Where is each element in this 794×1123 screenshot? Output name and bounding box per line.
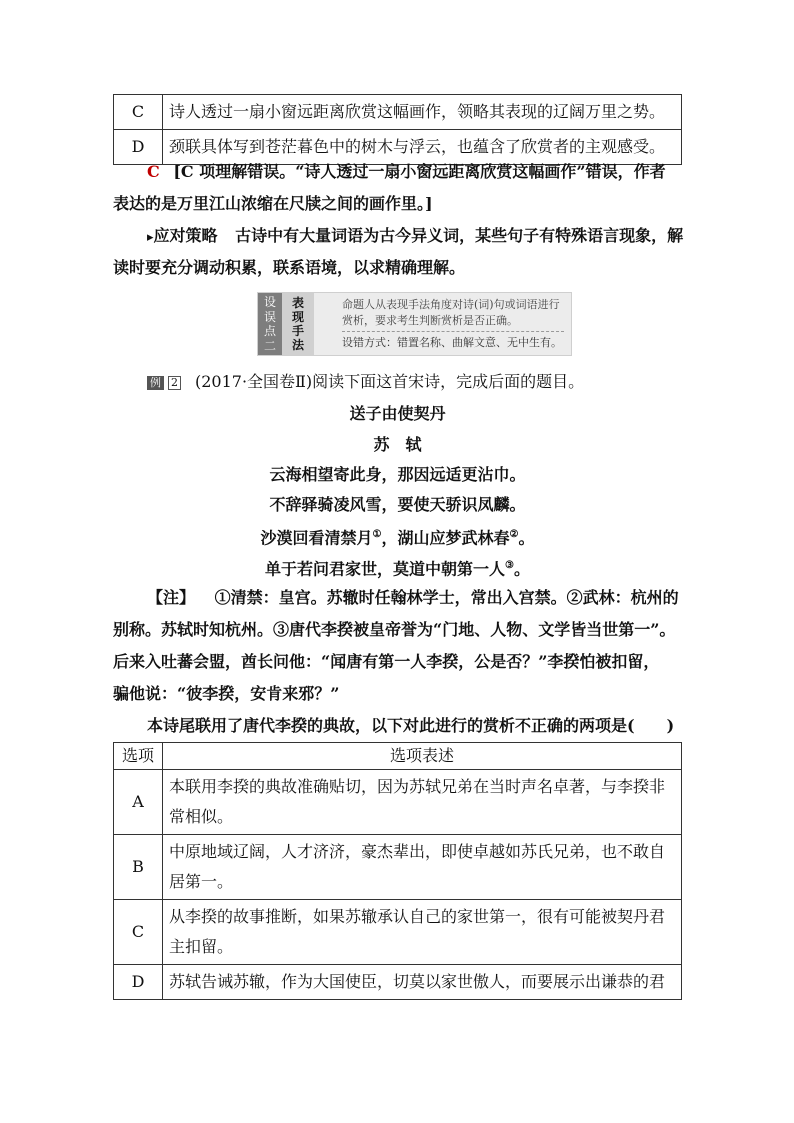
footnote-mark: ③ xyxy=(505,560,514,571)
poem-line-1: 云海相望寄此身，那因远适更沾巾。 xyxy=(269,465,526,484)
strategy-label: 应对策略 xyxy=(153,226,218,245)
answer-letter: C xyxy=(147,162,160,181)
option-label: A xyxy=(114,770,163,835)
banner-title xyxy=(282,293,314,355)
option-text xyxy=(163,770,682,835)
example-header xyxy=(147,370,584,394)
poem-line-3 xyxy=(113,523,682,550)
option-line: 中原地域辽阔，人才济济，豪杰辈出，即使卓越如苏氏兄弟，也不敢自 xyxy=(169,842,666,861)
header-desc: 选项表述 xyxy=(163,743,682,770)
answer-explanation xyxy=(147,160,666,184)
question-text: 本诗尾联用了唐代李揆的典故，以下对此进行的赏析不正确的两项是( ) xyxy=(147,716,675,735)
option-line: 本联用李揆的典故准确贴切，因为苏轼兄弟在当时声名卓著，与李揆非 xyxy=(169,777,666,796)
error-point-banner xyxy=(257,292,572,356)
poem-line-3b: ，湖山应梦武林春 xyxy=(381,528,510,548)
note-label: 【注】 xyxy=(147,588,196,607)
poem-line-4: 单于若问君家世，莫道中朝第一人③。 xyxy=(265,559,530,579)
answer-line-2: 表达的是万里江山浓缩在尺牍之间的画作里。] xyxy=(113,194,433,213)
poem-line-3a: 沙漠回看清禁月 xyxy=(260,528,373,548)
example-text: (2017·全国卷Ⅱ)阅读下面这首宋诗，完成后面的题目。 xyxy=(195,372,585,391)
note-line-3: 后来入吐蕃会盟，酋长问他：“闻唐有第一人李揆，公是否？”李揆怕被扣留， xyxy=(113,652,660,671)
option-label: D xyxy=(114,130,163,165)
table-row xyxy=(114,95,682,130)
note-line-1 xyxy=(147,586,679,610)
option-text xyxy=(163,900,682,965)
poem-title: 送子由使契丹 xyxy=(349,404,446,423)
table-row xyxy=(114,965,682,1000)
note-line-4: 骗他说：“彼李揆，安肯来邪？” xyxy=(113,684,340,703)
option-text xyxy=(163,965,682,1000)
table-row xyxy=(114,770,682,835)
option-text xyxy=(163,835,682,900)
option-text: 诗人透过一扇小窗远距离欣赏这幅画作，领略其表现的辽阔万里之势。 xyxy=(163,95,682,130)
table-row xyxy=(114,835,682,900)
footnote-mark: ① xyxy=(372,529,382,540)
banner-divider xyxy=(342,331,564,332)
banner-side-text: 设误点二 xyxy=(264,295,277,353)
option-line: 居第一。 xyxy=(169,872,234,891)
strategy-paragraph xyxy=(147,224,683,250)
option-line: 苏轼告诫苏辙，作为大国使臣，切莫以家世傲人，而要展示出谦恭的君 xyxy=(169,972,666,991)
banner-side-label xyxy=(258,293,282,355)
poem-line-2: 不辞驿骑凌风雪，要使天骄识凤麟。 xyxy=(269,495,526,514)
options-table xyxy=(113,742,682,1000)
arrow-icon: ▸ xyxy=(147,230,154,245)
header-label: 选项 xyxy=(114,743,163,770)
strategy-line-2: 读时要充分调动积累，联系语境，以求精确理解。 xyxy=(113,258,466,277)
note-line-2: 别称。苏轼时知杭州。③唐代李揆被皇帝誉为“门地、人物、文学皆当世第一”。 xyxy=(113,620,676,639)
option-label: C xyxy=(114,900,163,965)
banner-desc-2: 赏析，要求考生判断赏析是否正确。 xyxy=(342,314,518,327)
poem-author: 苏 轼 xyxy=(373,435,422,454)
table-header-row xyxy=(114,743,682,770)
example-number: 2 xyxy=(168,376,181,390)
option-line: 从李揆的故事推断，如果苏辙承认自己的家世第一，很有可能被契丹君 xyxy=(169,907,666,926)
banner-desc-1: 命题人从表现手法角度对诗(词)句或词语进行 xyxy=(342,298,560,311)
option-line: 常相似。 xyxy=(169,807,234,826)
example-tag: 例 xyxy=(147,376,164,390)
poem-line-3c: 。 xyxy=(518,528,535,548)
option-label: D xyxy=(114,965,163,1000)
poem-line-4a: 单于若问君家世，莫道中朝第一人 xyxy=(265,559,506,579)
option-label: C xyxy=(114,95,163,130)
answer-line-1: [C 项理解错误。“诗人透过一扇小窗远距离欣赏这幅画作”错误，作者 xyxy=(173,162,666,181)
option-label: B xyxy=(114,835,163,900)
footnote-mark: ② xyxy=(509,529,519,540)
note-text-1: ①清禁：皇宫。苏辙时任翰林学士，常出入宫禁。②武林：杭州的 xyxy=(214,588,679,607)
banner-title-text: 表现手法 xyxy=(291,296,304,352)
option-line: 主扣留。 xyxy=(169,937,234,956)
banner-method: 设错方式：错置名称、曲解文意、无中生有。 xyxy=(342,336,562,349)
table-row xyxy=(114,900,682,965)
option-text: 颈联具体写到苍茫暮色中的树木与浮云，也蕴含了欣赏者的主观感受。 xyxy=(163,130,682,165)
top-options-table xyxy=(113,94,682,165)
strategy-line-1: 古诗中有大量词语为古今异义词，某些句子有特殊语言现象，解 xyxy=(235,226,684,245)
